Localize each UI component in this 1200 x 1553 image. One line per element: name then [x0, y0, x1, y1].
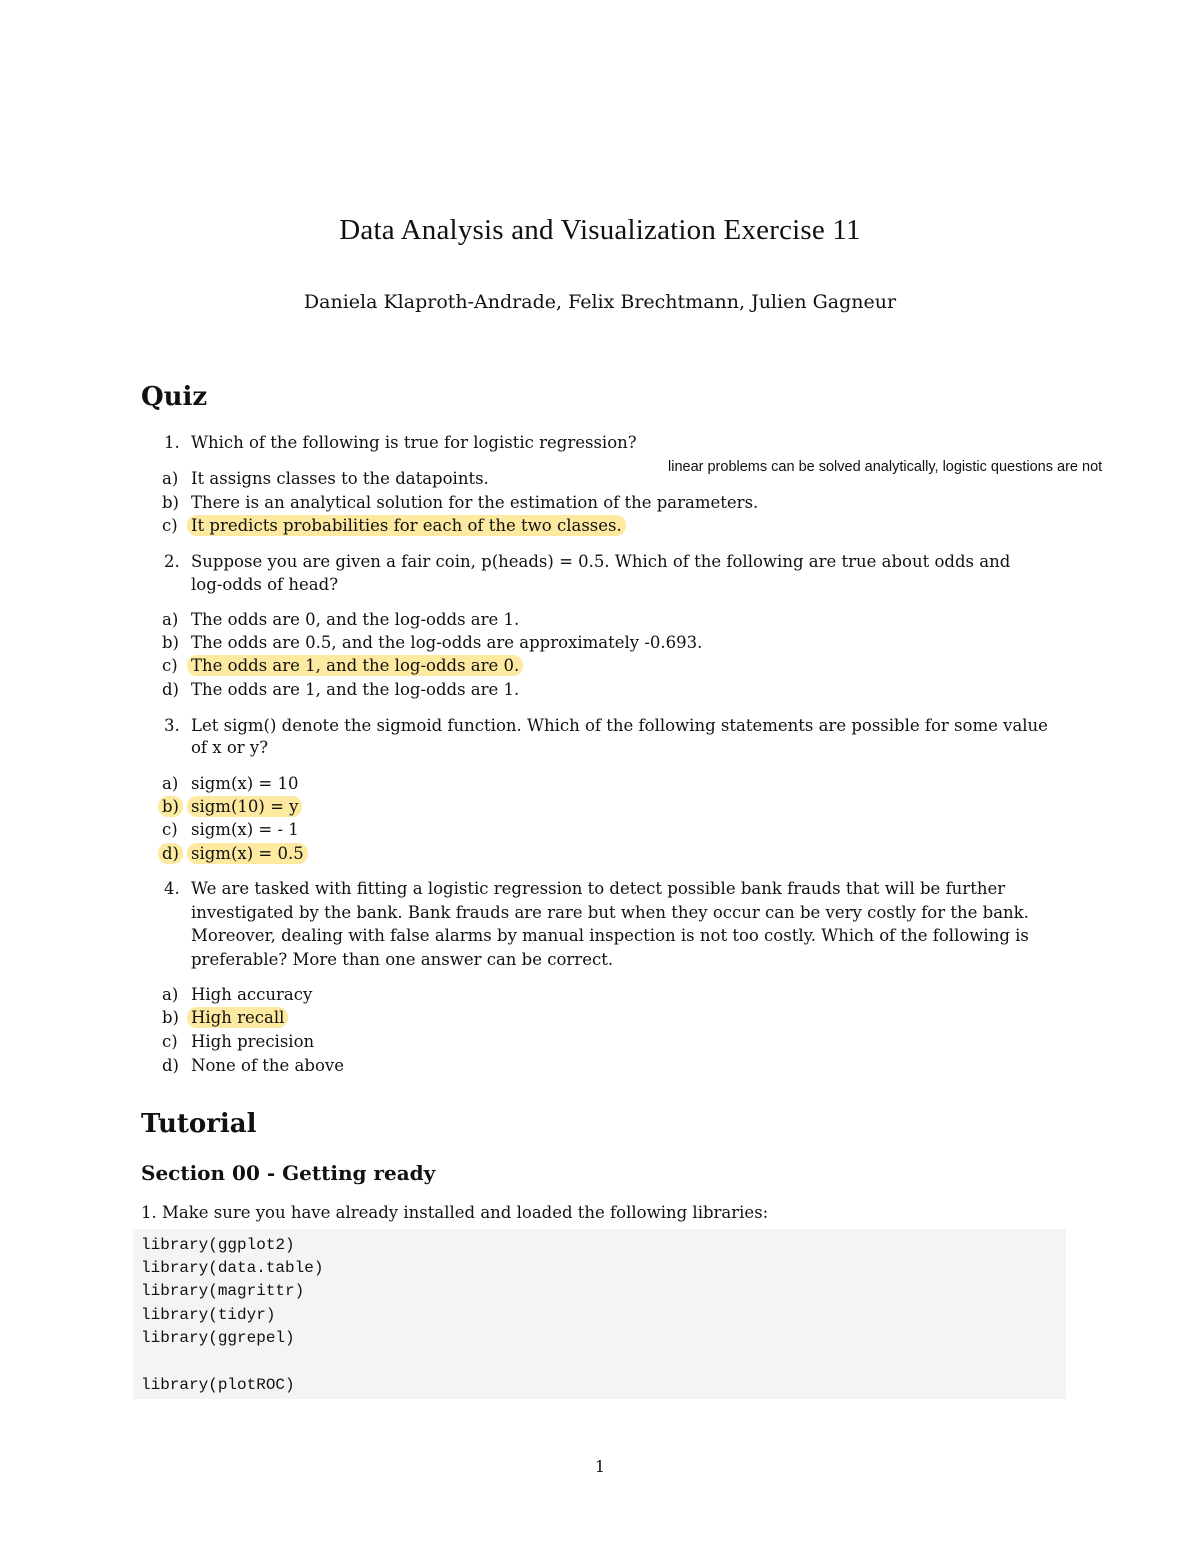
quiz-heading: Quiz: [141, 382, 208, 412]
option-label: d): [162, 1056, 179, 1075]
option-text: None of the above: [191, 1056, 344, 1075]
code-line: library(data.table): [141, 1259, 324, 1277]
option-label: b): [162, 493, 179, 512]
code-line: library(magrittr): [141, 1282, 305, 1300]
option-text: sigm(x) = - 1: [191, 820, 299, 839]
page-number: 1: [594, 1457, 606, 1476]
option-label: a): [162, 610, 179, 629]
question-number: 2.: [164, 552, 180, 571]
option-text: High accuracy: [191, 985, 313, 1004]
option-label: b): [162, 1008, 179, 1027]
code-line: library(plotROC): [141, 1376, 295, 1394]
option-label: c): [162, 820, 178, 839]
option-text: The odds are 1, and the log-odds are 1.: [191, 680, 520, 699]
question-text: Which of the following is true for logistic regression?: [191, 433, 637, 452]
option-text: The odds are 0.5, and the log-odds are approximately -0.693.: [191, 633, 703, 652]
option-text: High precision: [191, 1032, 315, 1051]
highlighted-answer-label: d): [158, 843, 183, 864]
option-label: a): [162, 985, 179, 1004]
option-label: a): [162, 774, 179, 793]
option-label: c): [162, 1032, 178, 1051]
handwritten-annotation: linear problems can be solved analytically, logistic questions are not: [668, 459, 1103, 475]
question-text: Let sigm() denote the sigmoid function. Which of the following statements are possible for some value: [191, 716, 1048, 735]
highlighted-answer: sigm(x) = 0.5: [187, 843, 308, 864]
question-number: 3.: [164, 716, 180, 735]
option-label: b): [162, 633, 179, 652]
highlighted-answer: High recall: [187, 1007, 288, 1028]
document-title: Data Analysis and Visualization Exercise 11: [339, 214, 861, 246]
highlighted-answer: It predicts probabilities for each of the two classes.: [187, 515, 626, 536]
question-text: Suppose you are given a fair coin, p(heads) = 0.5. Which of the following are true about odds and: [191, 552, 1011, 571]
option-text: There is an analytical solution for the estimation of the parameters.: [191, 493, 759, 512]
code-line: library(ggrepel): [141, 1329, 295, 1347]
highlighted-answer: sigm(10) = y: [187, 796, 302, 817]
question-text: investigated by the bank. Bank frauds are rare but when they occur can be very costly for the bank.: [191, 903, 1029, 922]
authors: Daniela Klaproth-Andrade, Felix Brechtmann, Julien Gagneur: [303, 291, 897, 313]
highlighted-answer: The odds are 1, and the log-odds are 0.: [187, 655, 523, 676]
highlighted-answer-label: b): [158, 796, 183, 817]
tutorial-heading: Tutorial: [141, 1109, 257, 1139]
option-text: sigm(x) = 10: [191, 774, 299, 793]
code-line: library(ggplot2): [141, 1236, 295, 1254]
question-text: We are tasked with fitting a logistic regression to detect possible bank frauds that will be further: [191, 879, 1006, 898]
question-text: log-odds of head?: [191, 575, 339, 594]
section-title: Section 00 - Getting ready: [141, 1161, 436, 1185]
code-line: library(tidyr): [141, 1306, 276, 1324]
instruction-text: 1. Make sure you have already installed and loaded the following libraries:: [141, 1203, 769, 1222]
option-label: c): [162, 656, 178, 675]
question-number: 1.: [164, 433, 180, 452]
option-label: c): [162, 516, 178, 535]
question-text: preferable? More than one answer can be correct.: [191, 950, 614, 969]
option-label: d): [162, 680, 179, 699]
question-text: Moreover, dealing with false alarms by manual inspection is not too costly. Which of the following is: [191, 926, 1029, 945]
question-text: of x or y?: [191, 738, 269, 757]
option-label: a): [162, 469, 179, 488]
option-text: It assigns classes to the datapoints.: [191, 469, 489, 488]
option-text: The odds are 0, and the log-odds are 1.: [191, 610, 520, 629]
question-number: 4.: [164, 879, 180, 898]
